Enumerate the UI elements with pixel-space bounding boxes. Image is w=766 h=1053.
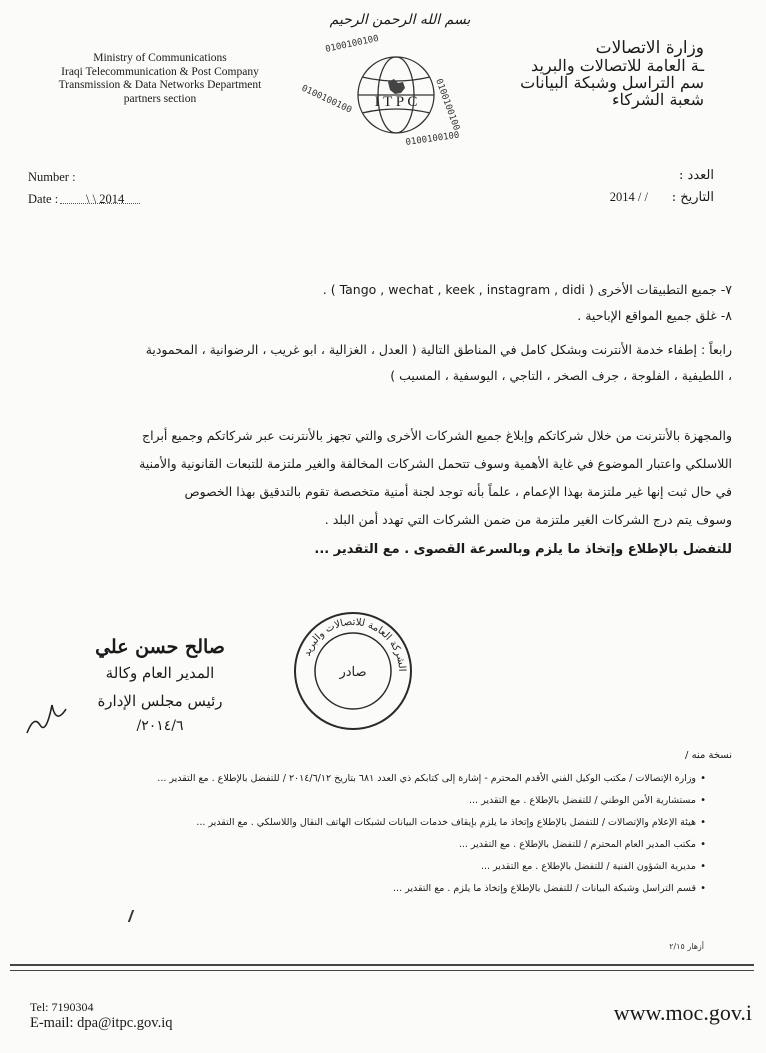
paragraph-line-1: والمجهزة بالأنترنت من خلال شركاتكم وإبلاغ جميع الشركات الأخرى والتي تجهز بالأنترنت عبر شركاتكم وجميع أبراج <box>142 428 732 443</box>
department-name-ar: سم التراسل وشبكة البيانات <box>520 73 704 92</box>
signatory-name: صالح حسن علي <box>95 636 225 658</box>
company-name-ar: ـة العامة للاتصالات والبريد <box>531 56 704 75</box>
list-item <box>56 772 706 786</box>
footer-divider-thin <box>10 970 754 971</box>
logo-binary-left: 0100100100 <box>299 83 354 116</box>
cc-item-text: هيئة الإعلام والإتصالات / للتفضل بالإطلاع وإتخاذ ما يلزم بإيقاف خدمات البيانات لشبكات الهاتف النقال واللاسلكي . مع التقدير ... <box>196 817 696 828</box>
english-letterhead <box>10 52 310 106</box>
section-fourth-line-1: رابعاً : إطفاء خدمة الأنترنت وبشكل كامل في المناطق التالية ( العدل ، الغزالية ، ابو غريب ، الرضوانية ، المحمودية <box>145 342 732 357</box>
date-label: Date : <box>28 192 59 206</box>
stamp-center-text: صادر <box>339 665 367 680</box>
logo-binary-right: 0100100100 <box>433 77 462 132</box>
bullet-icon: • <box>700 773 706 784</box>
bullet-icon: • <box>700 817 706 828</box>
list-item <box>56 838 706 852</box>
number-label-ar: العدد : <box>679 168 714 183</box>
date-value-ar: 2014 / / <box>609 190 648 204</box>
logo-binary-bottom: 0100100100 <box>405 130 461 148</box>
section-fourth-line-2: ، اللطيفية ، الفلوجة ، جرف الصخر ، التاجي ، اليوسفية ، المسيب ) <box>390 368 732 383</box>
list-item <box>56 816 706 830</box>
date-label-ar: التاريخ : <box>671 190 714 205</box>
bullet-icon: • <box>700 861 706 872</box>
list-item <box>56 882 706 896</box>
cc-item-text: قسم التراسل وشبكة البيانات / للتفضل بالإطلاع وإتخاذ ما يلزم . مع التقدير ... <box>393 883 696 894</box>
signatory-title: المدير العام وكالة <box>105 664 215 682</box>
signature-date: ٢٠١٤/٦/ <box>136 718 184 734</box>
cc-item-text: مستشارية الأمن الوطني / للتفضل بالإطلاع . مع التقدير ... <box>469 795 696 806</box>
paragraph-line-4: وسوف يتم درج الشركات الغير ملتزمة من ضمن الشركات التي تهدد أمن البلد . <box>324 512 732 527</box>
logo-text: I T P C <box>374 94 418 110</box>
date-value: \ \ 2014 <box>86 192 125 206</box>
logo-binary-top: 0100100100 <box>324 33 380 55</box>
footer-website: www.moc.gov.i <box>613 1000 752 1025</box>
item-7: ٧- جميع التطبيقات الأخرى ( Tango , wechat , keek , instagram , didi ) . <box>322 282 732 297</box>
stamp-ring-text: الشركة العامة للاتصالات والبريد <box>301 616 408 672</box>
official-stamp <box>290 608 416 734</box>
bullet-icon: • <box>700 795 706 806</box>
handwritten-signature <box>22 695 72 740</box>
paragraph-line-3: في حال ثبت إنها غير ملتزمة بهذا الإعمام ، علماً بأنه توجد لجنة أمنية متخصصة تقوم بالتدقيق بهذا الخصوص <box>184 484 732 499</box>
typist-initials: أزهار ٢/١٥ <box>669 942 704 951</box>
footer-email: E-mail: dpa@itpc.gov.iq <box>30 1015 173 1031</box>
number-label: Number : <box>28 170 76 184</box>
department-name-en: Transmission & Data Networks Department <box>58 79 262 91</box>
list-item <box>56 860 706 874</box>
closing-line: للتفضل بالإطلاع وإتخاذ ما يلزم وبالسرعة القصوى . مع التقدير ... <box>314 542 732 557</box>
cc-item-text: مديرية الشؤون الفنية / للتفضل بالإطلاع . مع التقدير ... <box>480 861 696 872</box>
handwritten-mark <box>118 910 134 922</box>
cc-item-text: وزارة الإتصالات / مكتب الوكيل الفني الأقدم المحترم - إشارة إلى كتابكم ذي العدد ٦٨١ بتاريخ ٢٠١٤/٦/١٢ / للتفضل بالإطلاع . مع التقدير ... <box>157 773 696 784</box>
cc-label: نسخة منه / <box>685 750 732 761</box>
itpc-logo <box>296 30 496 155</box>
footer-divider <box>10 964 754 966</box>
paragraph-line-2: اللاسلكي واعتبار الموضوع في غاية الأهمية وسوف تتحمل الشركات المخالفة والغير ملتزمة للتبعات القانونية والأمنية <box>139 456 732 471</box>
ministry-name-en: Ministry of Communications <box>93 52 227 64</box>
section-name-ar: شعبة الشركاء <box>611 90 704 109</box>
list-item <box>56 794 706 808</box>
company-name-en: Iraqi Telecommunication & Post Company <box>61 65 259 78</box>
bullet-icon: • <box>700 883 706 894</box>
cc-list <box>56 772 706 904</box>
item-8: ٨- غلق جميع المواقع الإباحية . <box>577 308 732 323</box>
ministry-name-ar: وزارة الاتصالات <box>595 38 704 58</box>
bullet-icon: • <box>700 839 706 850</box>
section-name-en: partners section <box>123 92 197 105</box>
footer-tel: Tel: 7190304 <box>30 1000 94 1014</box>
basmala: بسم الله الرحمن الرحيم <box>329 12 471 28</box>
signatory-board: رئيس مجلس الإدارة <box>97 692 223 710</box>
cc-item-text: مكتب المدير العام المحترم / للتفضل بالإطلاع . مع التقدير ... <box>458 839 696 850</box>
